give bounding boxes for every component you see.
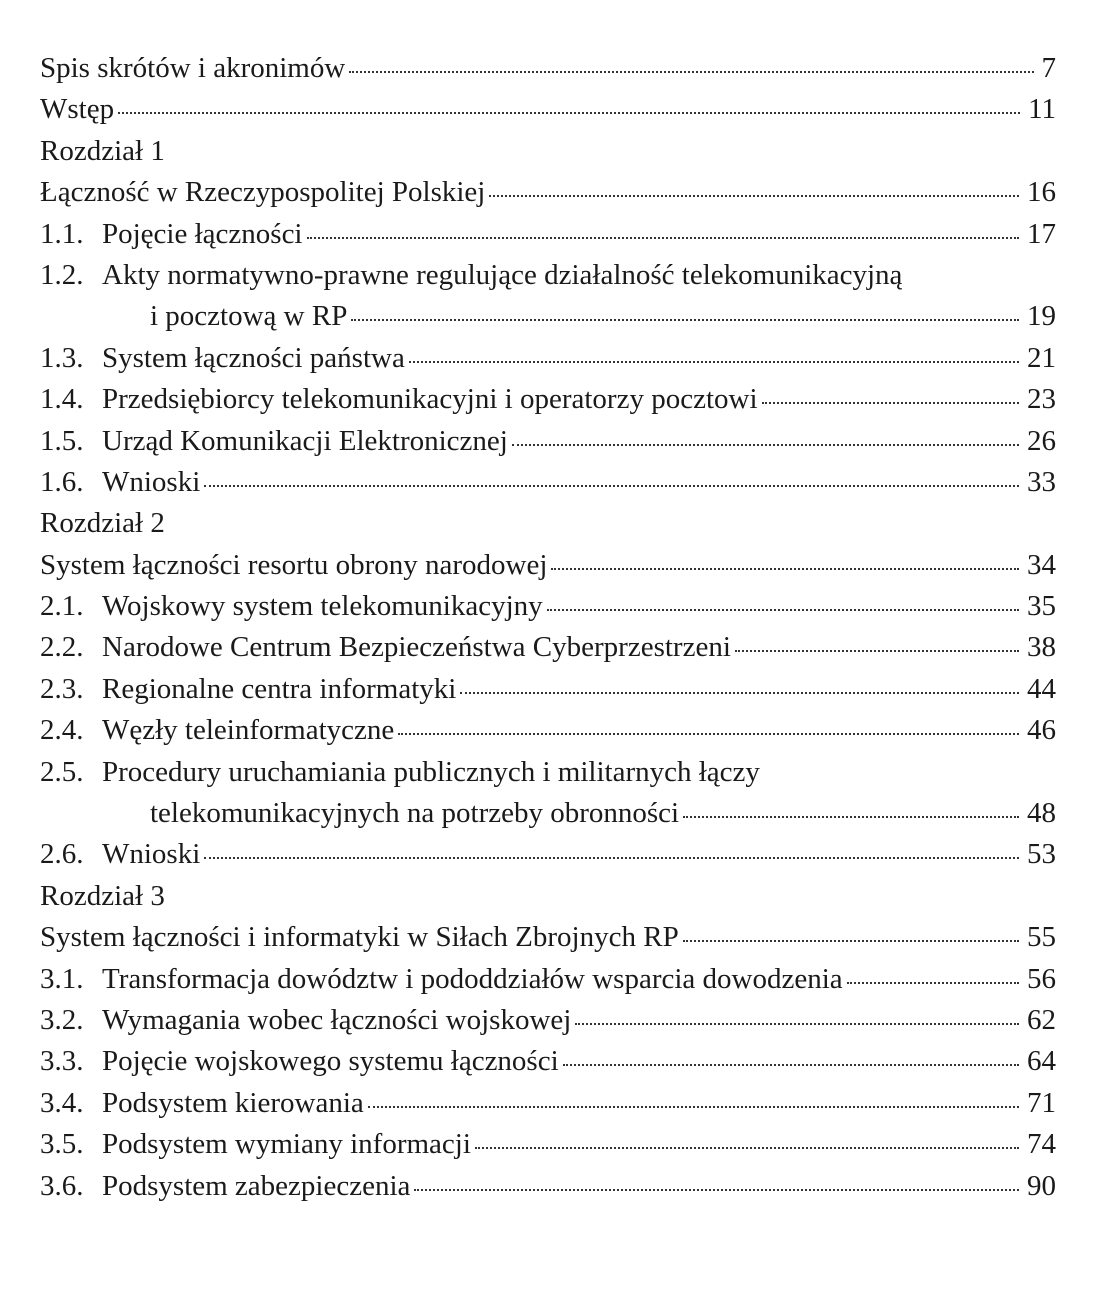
toc-section-entry	[40, 1000, 1056, 1041]
page-number: 34	[1027, 548, 1056, 581]
page-number: 56	[1027, 962, 1056, 995]
entry-title: Akty normatywno-prawne regulujące działalność telekomunikacyjną	[102, 258, 903, 291]
section-number: 1.4.	[40, 383, 84, 416]
entry-title: Podsystem wymiany informacji	[102, 1128, 471, 1161]
dot-leader	[847, 980, 1019, 984]
page-number: 33	[1027, 465, 1056, 498]
entry-title: Wojskowy system telekomunikacyjny	[102, 590, 543, 623]
entry-title: Urząd Komunikacji Elektronicznej	[102, 424, 508, 457]
toc-entry	[40, 917, 1056, 958]
dot-leader	[762, 400, 1019, 404]
entry-title: Wstęp	[40, 93, 115, 126]
toc-entry-continuation	[40, 296, 1056, 337]
dot-leader	[512, 442, 1019, 446]
toc-section-entry	[40, 959, 1056, 1000]
toc-entry-continuation	[40, 793, 1056, 834]
dot-leader	[735, 648, 1019, 652]
entry-title: i pocztową w RP	[150, 300, 348, 333]
page-number: 44	[1027, 672, 1056, 705]
section-number: 2.6.	[40, 838, 84, 871]
toc-section-entry	[40, 669, 1056, 710]
page-number: 46	[1027, 714, 1056, 747]
page-number: 74	[1027, 1128, 1056, 1161]
entry-title: Wymagania wobec łączności wojskowej	[102, 1003, 572, 1036]
entry-title: Podsystem zabezpieczenia	[102, 1169, 411, 1202]
chapter-label: Rozdział 2	[40, 507, 165, 540]
toc-section-entry	[40, 1166, 1056, 1207]
table-of-contents	[40, 48, 1056, 1207]
page-number: 17	[1027, 217, 1056, 250]
page-number: 90	[1027, 1169, 1056, 1202]
section-number: 3.3.	[40, 1045, 84, 1078]
entry-title: Przedsiębiorcy telekomunikacyjni i operatorzy pocztowi	[102, 383, 758, 416]
dot-leader	[460, 690, 1019, 694]
toc-section-entry	[40, 338, 1056, 379]
toc-entry	[40, 545, 1056, 586]
page-number: 38	[1027, 631, 1056, 664]
toc-section-entry	[40, 834, 1056, 875]
dot-leader	[683, 938, 1019, 942]
entry-title: Wnioski	[102, 465, 201, 498]
entry-title: Pojęcie wojskowego systemu łączności	[102, 1045, 559, 1078]
dot-leader	[204, 855, 1019, 859]
entry-title: Pojęcie łączności	[102, 217, 303, 250]
toc-section-entry	[40, 752, 1056, 793]
toc-section-entry	[40, 1124, 1056, 1165]
entry-title: Spis skrótów i akronimów	[40, 52, 346, 84]
dot-leader	[409, 359, 1019, 363]
dot-leader	[118, 110, 1020, 114]
section-number: 2.2.	[40, 631, 84, 664]
page-number: 21	[1027, 341, 1056, 374]
dot-leader	[547, 607, 1019, 611]
page-number: 16	[1027, 176, 1056, 209]
page-number: 23	[1027, 383, 1056, 416]
toc-entry	[40, 48, 1056, 89]
dot-leader	[414, 1187, 1019, 1191]
toc-section-entry	[40, 421, 1056, 462]
dot-leader	[489, 193, 1019, 197]
page-number: 35	[1027, 590, 1056, 623]
section-number: 2.5.	[40, 755, 84, 788]
section-number: 3.4.	[40, 1086, 84, 1119]
entry-title: telekomunikacyjnych na potrzeby obronności	[150, 797, 680, 830]
dot-leader	[307, 235, 1020, 239]
page-number: 48	[1027, 797, 1056, 830]
toc-section-entry	[40, 379, 1056, 420]
section-number: 1.3.	[40, 341, 84, 374]
entry-title: Narodowe Centrum Bezpieczeństwa Cyberprzestrzeni	[102, 631, 731, 664]
chapter-label: Rozdział 3	[40, 879, 165, 912]
page-number: 62	[1027, 1003, 1056, 1036]
section-number: 2.3.	[40, 672, 84, 705]
section-number: 3.5.	[40, 1128, 84, 1161]
toc-entry	[40, 89, 1056, 130]
section-number: 1.2.	[40, 258, 84, 291]
section-number: 3.2.	[40, 1003, 84, 1036]
page-number: 19	[1027, 300, 1056, 333]
page-number: 55	[1027, 921, 1056, 954]
section-number: 3.6.	[40, 1169, 84, 1202]
toc-section-entry	[40, 255, 1056, 296]
dot-leader	[575, 1021, 1019, 1025]
entry-title: Transformacja dowództw i pododdziałów wsparcia dowodzenia	[102, 962, 843, 995]
toc-section-entry	[40, 1083, 1056, 1124]
dot-leader	[683, 814, 1019, 818]
chapter-label: Rozdział 1	[40, 134, 165, 167]
section-number: 1.5.	[40, 424, 84, 457]
toc-section-entry	[40, 710, 1056, 751]
entry-title: System łączności resortu obrony narodowej	[40, 548, 548, 581]
section-number: 2.4.	[40, 714, 84, 747]
page-number: 53	[1027, 838, 1056, 871]
entry-title: Regionalne centra informatyki	[102, 672, 457, 705]
page-number: 26	[1027, 424, 1056, 457]
toc-section-entry	[40, 586, 1056, 627]
entry-title: Węzły teleinformatyczne	[102, 714, 395, 747]
entry-title: System łączności państwa	[102, 341, 405, 374]
dot-leader	[475, 1145, 1019, 1149]
dot-leader	[204, 483, 1019, 487]
dot-leader	[551, 566, 1019, 570]
section-number: 1.1.	[40, 217, 84, 250]
toc-section-entry	[40, 462, 1056, 503]
toc-section-entry	[40, 1041, 1056, 1082]
entry-title: Procedury uruchamiania publicznych i militarnych łączy	[102, 755, 760, 788]
toc-section-entry	[40, 627, 1056, 668]
page-number: 7	[1041, 52, 1056, 84]
entry-title: Łączność w Rzeczypospolitej Polskiej	[40, 176, 486, 209]
section-number: 3.1.	[40, 962, 84, 995]
page-number: 71	[1027, 1086, 1056, 1119]
section-number: 1.6.	[40, 465, 84, 498]
entry-title: System łączności i informatyki w Siłach Zbrojnych RP	[40, 921, 679, 954]
dot-leader	[351, 317, 1019, 321]
page-number: 64	[1027, 1045, 1056, 1078]
entry-title: Wnioski	[102, 838, 201, 871]
dot-leader	[398, 731, 1019, 735]
toc-section-entry	[40, 214, 1056, 255]
dot-leader	[563, 1062, 1019, 1066]
section-number: 2.1.	[40, 590, 84, 623]
dot-leader	[368, 1104, 1019, 1108]
entry-title: Podsystem kierowania	[102, 1086, 364, 1119]
toc-entry	[40, 172, 1056, 213]
page-number: 11	[1028, 93, 1056, 126]
dot-leader	[349, 69, 1033, 73]
